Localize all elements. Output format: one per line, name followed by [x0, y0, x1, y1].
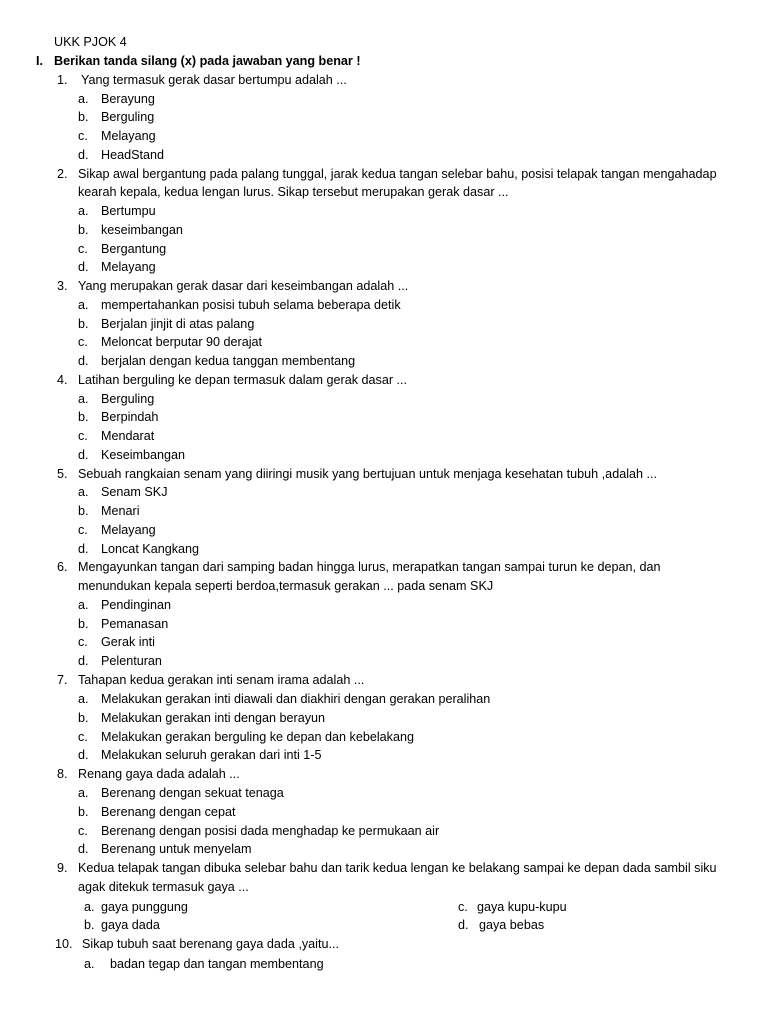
- option-text: Berenang dengan posisi dada menghadap ke permukaan air: [101, 824, 440, 838]
- option-label: d.: [78, 148, 89, 162]
- option-text: Bergantung: [101, 242, 167, 256]
- option-text: gaya bebas: [479, 918, 545, 932]
- option-label: a.: [78, 598, 89, 612]
- question-number: 9.: [57, 861, 68, 875]
- question-number: 3.: [57, 279, 68, 293]
- option-text: Senam SKJ: [101, 485, 168, 499]
- option-text: Gerak inti: [101, 635, 155, 649]
- section-instruction: Berikan tanda silang (x) pada jawaban yang benar !: [54, 54, 361, 68]
- option-text: gaya dada: [101, 918, 160, 932]
- option-text: Loncat Kangkang: [101, 542, 200, 556]
- option-label: b.: [78, 317, 89, 331]
- option-text: Berjalan jinjit di atas palang: [101, 317, 255, 331]
- option-label: d.: [458, 918, 469, 932]
- option-text: Melayang: [101, 523, 156, 537]
- option-text: Melakukan seluruh gerakan dari inti 1-5: [101, 748, 322, 762]
- option-label: d.: [78, 542, 89, 556]
- option-label: d.: [78, 260, 89, 274]
- option-text: Melakukan gerakan inti dengan berayun: [101, 711, 326, 725]
- option-label: c.: [78, 635, 88, 649]
- option-label: a.: [78, 298, 89, 312]
- option-label: d.: [78, 654, 89, 668]
- option-text: badan tegap dan tangan membentang: [110, 957, 324, 971]
- question-text: Latihan berguling ke depan termasuk dalam gerak dasar ...: [78, 373, 408, 387]
- question-text: Sebuah rangkaian senam yang diiringi musik yang bertujuan untuk menjaga kesehatan tubuh ,adalah ...: [78, 467, 657, 481]
- option-text: Berenang untuk menyelam: [101, 842, 252, 856]
- option-label: d.: [78, 748, 89, 762]
- option-text: Menari: [101, 504, 140, 518]
- option-label: c.: [78, 429, 88, 443]
- option-label: c.: [78, 824, 88, 838]
- option-label: b.: [78, 504, 89, 518]
- question-text: Tahapan kedua gerakan inti senam irama adalah ...: [78, 673, 365, 687]
- question-text: agak ditekuk termasuk gaya ...: [78, 880, 249, 894]
- option-text: Pelenturan: [101, 654, 162, 668]
- doc-title: UKK PJOK 4: [54, 35, 127, 49]
- option-label: a.: [78, 92, 89, 106]
- section-number: I.: [36, 54, 43, 68]
- option-text: berjalan dengan kedua tanggan membentang: [101, 354, 356, 368]
- option-label: b.: [78, 110, 89, 124]
- option-text: mempertahankan posisi tubuh selama beberapa detik: [101, 298, 401, 312]
- option-text: Berayung: [101, 92, 155, 106]
- option-label: c.: [78, 129, 88, 143]
- option-label: c.: [78, 730, 88, 744]
- option-text: Keseimbangan: [101, 448, 186, 462]
- option-text: Berpindah: [101, 410, 159, 424]
- option-text: Melayang: [101, 260, 156, 274]
- option-label: a.: [78, 692, 89, 706]
- option-text: Melayang: [101, 129, 156, 143]
- question-text: kearah kepala, kedua lengan lurus. Sikap tersebut merupakan gerak dasar ...: [78, 185, 509, 199]
- option-label: b.: [78, 711, 89, 725]
- question-text: menundukan kepala seperti berdoa,termasuk gerakan ... pada senam SKJ: [78, 579, 494, 593]
- option-text: Meloncat berputar 90 derajat: [101, 335, 263, 349]
- question-text: Yang merupakan gerak dasar dari keseimbangan adalah ...: [78, 279, 409, 293]
- option-text: gaya kupu-kupu: [477, 900, 567, 914]
- question-text: Kedua telapak tangan dibuka selebar bahu dan tarik kedua lengan ke belakang sampai ke depan dada sambil siku: [78, 861, 717, 875]
- option-label: c.: [78, 242, 88, 256]
- question-number: 1.: [57, 73, 68, 87]
- question-text: Renang gaya dada adalah ...: [78, 767, 240, 781]
- question-text: Sikap awal bergantung pada palang tunggal, jarak kedua tangan selebar bahu, posisi telapak tangan mengahadap: [78, 167, 717, 181]
- option-label: b.: [78, 223, 89, 237]
- option-label: c.: [458, 900, 468, 914]
- option-text: Pendinginan: [101, 598, 172, 612]
- question-text: Sikap tubuh saat berenang gaya dada ,yaitu...: [82, 937, 339, 951]
- question-number: 7.: [57, 673, 68, 687]
- option-text: Berenang dengan sekuat tenaga: [101, 786, 284, 800]
- option-text: Berenang dengan cepat: [101, 805, 236, 819]
- option-text: Melakukan gerakan inti diawali dan diakhiri dengan gerakan peralihan: [101, 692, 491, 706]
- option-text: Pemanasan: [101, 617, 169, 631]
- option-label: b.: [78, 410, 89, 424]
- option-label: d.: [78, 448, 89, 462]
- option-label: b.: [84, 918, 95, 932]
- option-label: c.: [78, 523, 88, 537]
- option-label: a.: [78, 204, 89, 218]
- option-label: a.: [78, 485, 89, 499]
- question-number: 4.: [57, 373, 68, 387]
- option-text: Bertumpu: [101, 204, 156, 218]
- question-number: 2.: [57, 167, 68, 181]
- option-label: d.: [78, 354, 89, 368]
- question-number: 10.: [55, 937, 73, 951]
- option-label: b.: [78, 805, 89, 819]
- option-label: a.: [78, 786, 89, 800]
- question-text: Mengayunkan tangan dari samping badan hingga lurus, merapatkan tangan sampai turun ke depan, dan: [78, 560, 661, 574]
- option-label: c.: [78, 335, 88, 349]
- question-number: 6.: [57, 560, 68, 574]
- question-number: 8.: [57, 767, 68, 781]
- option-text: Berguling: [101, 110, 155, 124]
- option-text: gaya punggung: [101, 900, 188, 914]
- option-text: Berguling: [101, 392, 155, 406]
- option-text: Melakukan gerakan berguling ke depan dan kebelakang: [101, 730, 414, 744]
- option-label: b.: [78, 617, 89, 631]
- option-label: a.: [84, 900, 95, 914]
- question-number: 5.: [57, 467, 68, 481]
- option-label: a.: [84, 957, 95, 971]
- option-label: a.: [78, 392, 89, 406]
- option-text: HeadStand: [101, 148, 165, 162]
- question-text: Yang termasuk gerak dasar bertumpu adalah ...: [81, 73, 347, 87]
- option-text: Mendarat: [101, 429, 155, 443]
- option-text: keseimbangan: [101, 223, 183, 237]
- option-label: d.: [78, 842, 89, 856]
